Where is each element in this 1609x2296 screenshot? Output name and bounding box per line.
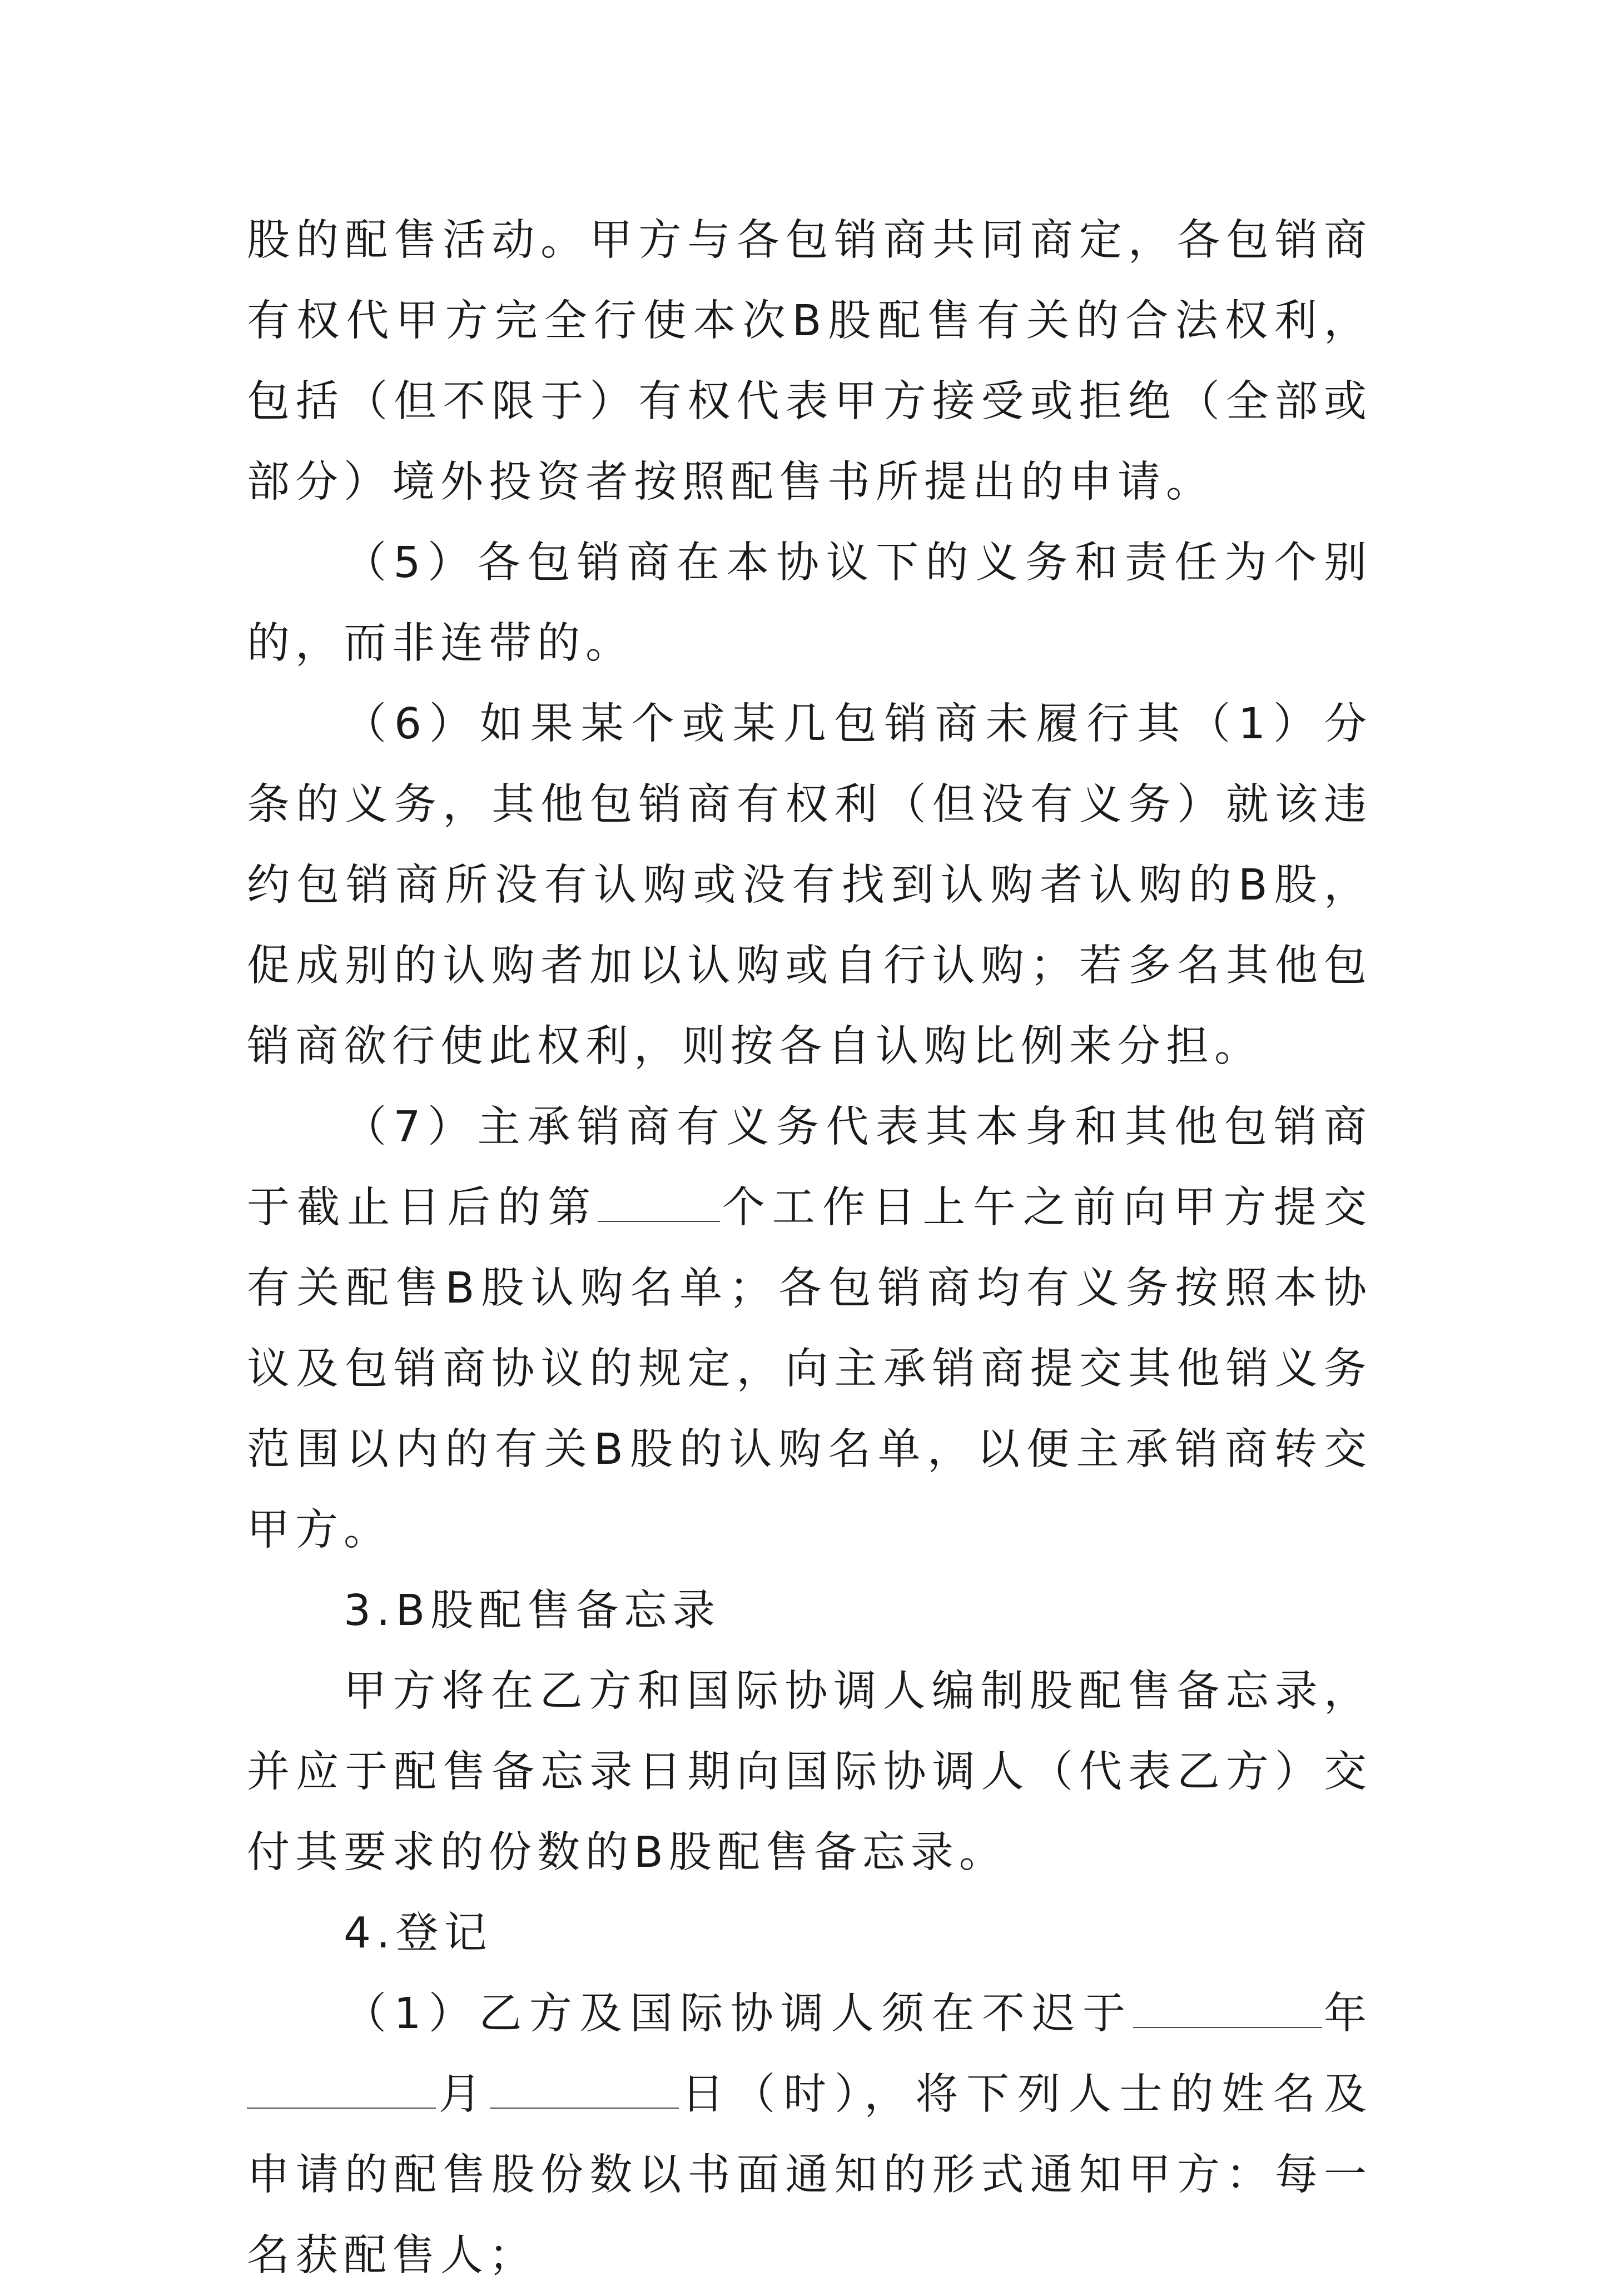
section-heading-4: 4.登记: [344, 1909, 493, 1958]
paragraph-placement-rights: 股的配售活动。甲方与各包销商共同商定，各包销商有权代甲方完全行使本次B股配售有关的合法权利，包括（但不限于）有权代表甲方接受或拒绝（全部或部分）境外投资者按照配售书所提出的申请。: [247, 216, 1372, 507]
paragraph-memorandum: 甲方将在乙方和国际协调人编制股配售备忘录，并应于配售备忘录日期向国际协调人（代表乙方）交付其要求的份数的B股配售备忘录。: [247, 1667, 1372, 1877]
clause-7-text-start: （7）主承销商有义务代表其本身和其他包销商于截止日后的第: [247, 1102, 1372, 1233]
section-heading-3: 3.B股配售备忘录: [344, 1586, 721, 1636]
blank-month: [247, 2069, 436, 2109]
clause-7-text-end: 个工作日上午之前向甲方提交有关配售B股认购名单；各包销商均有义务按照本协议及包销商协议的规定，向主承销商提交其他销义务范围以内的有关B股的认购名单，以便主承销商转交甲方。: [247, 1183, 1373, 1555]
blank-day: [490, 2069, 679, 2109]
registration-text-end: 日（时），将下列人士的姓名及申请的配售股份数以书面通知的形式通知甲方：每一名获配售人；: [247, 2070, 1372, 2280]
paragraph-clause-5: （5）各包销商在本协议下的义务和责任为个别的，而非连带的。: [247, 538, 1372, 668]
registration-text-start: （1）乙方及国际协调人须在不迟于: [344, 1989, 1133, 2039]
blank-business-days: [598, 1182, 720, 1222]
document-body: [247, 200, 1372, 2296]
year-label: 年: [1322, 1989, 1373, 2039]
month-label: 月: [436, 2070, 490, 2119]
paragraph-registration-1: [247, 1974, 1372, 2296]
paragraph-clause-7: [247, 1087, 1372, 1571]
paragraph-clause-6: （6）如果某个或某几包销商未履行其（1）分条的义务，其他包销商有权利（但没有义务）就该违约包销商所没有认购或没有找到认购者认购的B股，促成别的认购者加以认购或自行认购；若多名其他包销商欲行使此权利，则按各自认购比例来分担。: [247, 699, 1372, 1071]
blank-year: [1133, 1988, 1322, 2028]
